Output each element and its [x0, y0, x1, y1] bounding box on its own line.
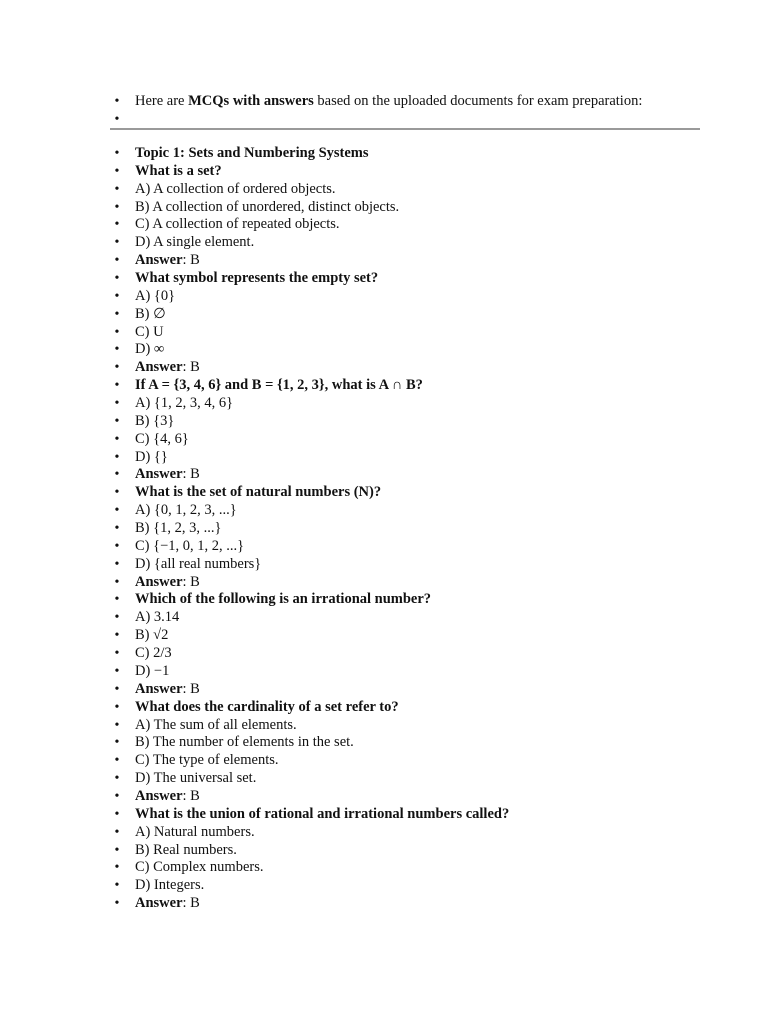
bullet-icon: •	[114, 753, 120, 769]
option-item	[110, 734, 710, 752]
bullet-icon: •	[114, 199, 120, 215]
option-item	[110, 502, 710, 520]
option-item	[110, 770, 710, 788]
bullet-icon: •	[114, 94, 120, 109]
bullet-icon: •	[114, 860, 120, 876]
answer-value: : B	[182, 466, 200, 483]
bullet-icon: •	[114, 467, 120, 483]
bullet-icon: •	[114, 628, 120, 644]
answer-value: : B	[182, 573, 200, 590]
answer-label: Answer	[135, 573, 183, 590]
question-text: If A = {3, 4, 6} and B = {1, 2, 3}, what is A ∩ B?	[135, 377, 423, 394]
intro-item	[110, 93, 710, 111]
answer-label: Answer	[135, 359, 183, 376]
bullet-icon: •	[114, 111, 120, 127]
option-item	[110, 199, 710, 217]
answer-item	[110, 466, 710, 484]
option-text: C) 2/3	[135, 645, 172, 662]
intro-text-bold: MCQs with answers	[188, 93, 314, 109]
answer-label: Answer	[135, 787, 183, 804]
bullet-icon: •	[114, 717, 120, 733]
option-text: A) {0, 1, 2, 3, ...}	[135, 502, 237, 519]
bullet-icon: •	[114, 306, 120, 322]
option-item	[110, 395, 710, 413]
answer-label: Answer	[135, 680, 183, 697]
question-item	[110, 591, 710, 609]
option-text: B) Real numbers.	[135, 841, 237, 858]
option-text: D) {}	[135, 448, 168, 465]
option-text: D) The universal set.	[135, 770, 257, 787]
question-item	[110, 163, 710, 181]
question-text: What does the cardinality of a set refer to?	[135, 698, 399, 715]
bullet-icon: •	[114, 324, 120, 340]
question-text: What is the set of natural numbers (N)?	[135, 484, 382, 501]
bullet-icon: •	[114, 699, 120, 715]
question-text: Which of the following is an irrational number?	[135, 591, 432, 608]
option-item	[110, 752, 710, 770]
bullet-icon: •	[114, 253, 120, 269]
answer-value: : B	[182, 680, 200, 697]
bullet-icon: •	[114, 181, 120, 197]
option-text: A) 3.14	[135, 609, 180, 626]
bullet-icon: •	[114, 538, 120, 554]
answer-value: : B	[182, 895, 200, 912]
option-text: D) {all real numbers}	[135, 555, 262, 572]
answer-value: : B	[182, 252, 200, 269]
horizontal-rule	[110, 128, 700, 130]
option-item	[110, 556, 710, 574]
answer-value: : B	[182, 787, 200, 804]
option-text: B) ∅	[135, 305, 166, 322]
bullet-icon: •	[114, 431, 120, 447]
bullet-icon: •	[114, 842, 120, 858]
bullet-icon: •	[114, 163, 120, 179]
bullet-icon: •	[114, 271, 120, 287]
option-item	[110, 234, 710, 252]
bullet-icon: •	[114, 360, 120, 376]
bullet-icon: •	[114, 646, 120, 662]
option-item	[110, 520, 710, 538]
option-text: C) Complex numbers.	[135, 859, 264, 876]
question-item	[110, 377, 710, 395]
option-item	[110, 627, 710, 645]
bullet-icon: •	[114, 824, 120, 840]
question-list	[110, 145, 710, 913]
answer-item	[110, 681, 710, 699]
bullet-icon: •	[114, 574, 120, 590]
option-text: A) Natural numbers.	[135, 823, 255, 840]
answer-item	[110, 574, 710, 592]
bullet-icon: •	[114, 378, 120, 394]
answer-label: Answer	[135, 466, 183, 483]
question-text: What is a set?	[135, 162, 222, 179]
option-item	[110, 663, 710, 681]
bullet-icon: •	[114, 146, 120, 161]
option-item	[110, 877, 710, 895]
option-text: D) −1	[135, 662, 170, 679]
bullet-icon: •	[114, 217, 120, 233]
option-item	[110, 824, 710, 842]
topic-title: Topic 1: Sets and Numbering Systems	[135, 145, 369, 161]
option-item	[110, 306, 710, 324]
answer-item	[110, 895, 710, 913]
option-item	[110, 645, 710, 663]
option-text: B) The number of elements in the set.	[135, 734, 354, 751]
option-item	[110, 431, 710, 449]
bullet-icon: •	[114, 396, 120, 412]
answer-item	[110, 788, 710, 806]
question-text: What symbol represents the empty set?	[135, 270, 379, 287]
bullet-icon: •	[114, 413, 120, 429]
question-item	[110, 270, 710, 288]
answer-label: Answer	[135, 252, 183, 269]
bullet-icon: •	[114, 610, 120, 626]
bullet-icon: •	[114, 485, 120, 501]
option-text: A) {0}	[135, 287, 176, 304]
bullet-icon: •	[114, 681, 120, 697]
bullet-icon: •	[114, 735, 120, 751]
answer-item	[110, 252, 710, 270]
option-text: A) The sum of all elements.	[135, 716, 297, 733]
option-item	[110, 449, 710, 467]
answer-label: Answer	[135, 895, 183, 912]
topic-title-item	[110, 145, 710, 163]
option-text: B) {1, 2, 3, ...}	[135, 520, 222, 537]
bullet-icon: •	[114, 806, 120, 822]
option-item	[110, 413, 710, 431]
option-item	[110, 538, 710, 556]
bullet-icon: •	[114, 556, 120, 572]
option-text: B) √2	[135, 627, 169, 644]
option-text: C) U	[135, 323, 164, 340]
option-item	[110, 609, 710, 627]
option-item	[110, 341, 710, 359]
option-text: B) A collection of unordered, distinct objects.	[135, 198, 400, 215]
option-text: A) {1, 2, 3, 4, 6}	[135, 395, 234, 412]
option-text: C) A collection of repeated objects.	[135, 216, 340, 233]
empty-list-item	[110, 111, 710, 129]
option-text: B) {3}	[135, 412, 175, 429]
bullet-icon: •	[114, 235, 120, 251]
question-item	[110, 806, 710, 824]
option-item	[110, 859, 710, 877]
intro-list	[110, 93, 710, 129]
intro-text-after: based on the uploaded documents for exam preparation:	[313, 93, 643, 109]
bullet-icon: •	[114, 503, 120, 519]
bullet-icon: •	[114, 788, 120, 804]
option-text: D) ∞	[135, 341, 165, 358]
option-item	[110, 216, 710, 234]
bullet-icon: •	[114, 521, 120, 537]
bullet-icon: •	[114, 288, 120, 304]
option-item	[110, 324, 710, 342]
option-text: D) A single element.	[135, 234, 255, 251]
option-item	[110, 288, 710, 306]
question-item	[110, 699, 710, 717]
option-item	[110, 717, 710, 735]
bullet-icon: •	[114, 592, 120, 608]
question-item	[110, 484, 710, 502]
answer-value: : B	[182, 359, 200, 376]
bullet-icon: •	[114, 896, 120, 912]
intro-text-before: Here are	[135, 93, 189, 109]
option-item	[110, 181, 710, 199]
option-item	[110, 842, 710, 860]
option-text: A) A collection of ordered objects.	[135, 180, 336, 197]
question-text: What is the union of rational and irrational numbers called?	[135, 805, 510, 822]
option-text: C) The type of elements.	[135, 752, 279, 769]
bullet-icon: •	[114, 342, 120, 358]
bullet-icon: •	[114, 878, 120, 894]
answer-item	[110, 359, 710, 377]
bullet-icon: •	[114, 449, 120, 465]
option-text: C) {−1, 0, 1, 2, ...}	[135, 537, 245, 554]
option-text: C) {4, 6}	[135, 430, 189, 447]
option-text: D) Integers.	[135, 877, 205, 894]
bullet-icon: •	[114, 663, 120, 679]
bullet-icon: •	[114, 771, 120, 787]
